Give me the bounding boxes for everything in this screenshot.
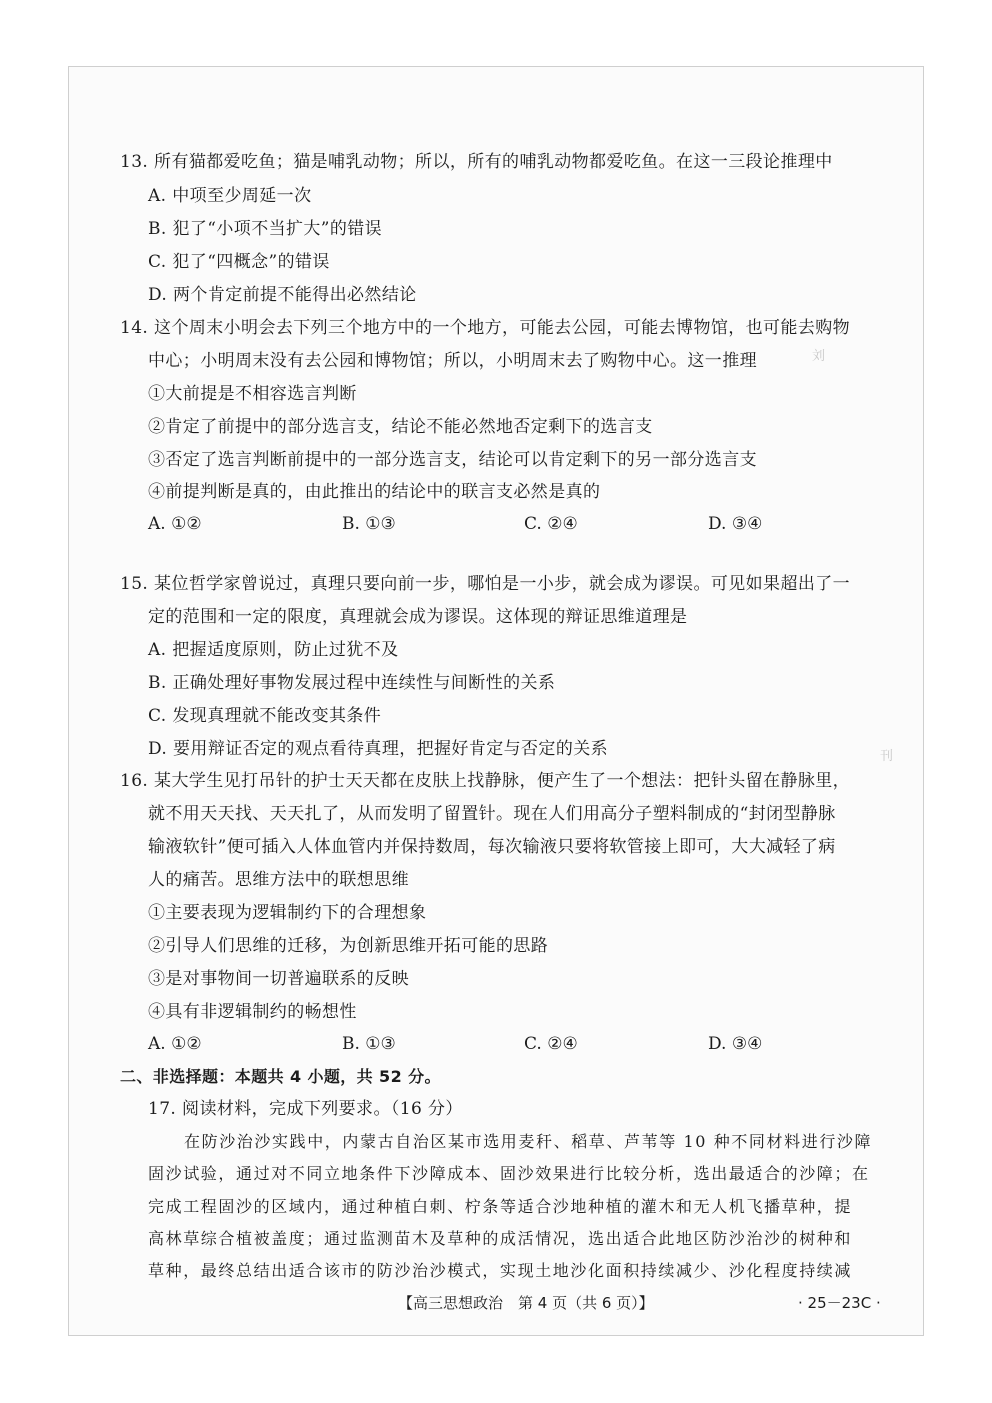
q16-statement-2: ②引导人们思维的迁移，为创新思维开拓可能的思路 [148, 936, 549, 956]
q15-option-d: D. 要用辩证否定的观点看待真理，把握好肯定与否定的关系 [148, 739, 609, 759]
section-heading: 二、非选择题：本题共 4 小题，共 52 分。 [120, 1067, 441, 1086]
q17-passage-line-1: 在防沙治沙实践中，内蒙古自治区某市选用麦秆、稻草、芦苇等 10 种不同材料进行沙障 [184, 1132, 873, 1151]
q16-statement-4: ④具有非逻辑制约的畅想性 [148, 1002, 357, 1022]
q13-stem: 13. 所有猫都爱吃鱼；猫是哺乳动物；所以，所有的哺乳动物都爱吃鱼。在这一三段论推理中 [120, 152, 833, 172]
q14-statement-1: ①大前提是不相容选言判断 [148, 384, 357, 404]
q13-option-d: D. 两个肯定前提不能得出必然结论 [148, 285, 417, 305]
q16-choice-c: C. ②④ [524, 1034, 578, 1054]
q15-option-c: C. 发现真理就不能改变其条件 [148, 706, 382, 726]
q14-statement-2: ②肯定了前提中的部分选言支，结论不能必然地否定剩下的选言支 [148, 417, 653, 437]
q16-choice-b: B. ①③ [342, 1034, 396, 1054]
q16-choice-d: D. ③④ [708, 1034, 763, 1054]
q15-option-b: B. 正确处理好事物发展过程中连续性与间断性的关系 [148, 673, 556, 693]
q17-passage-line-3: 完成工程固沙的区域内，通过种植白刺、柠条等适合沙地种植的灌木和无人机飞播草种，提 [148, 1197, 853, 1216]
q14-statement-4: ④前提判断是真的，由此推出的结论中的联言支必然是真的 [148, 482, 601, 502]
q16-statement-3: ③是对事物间一切普遍联系的反映 [148, 969, 409, 989]
q17-passage-line-5: 草种，最终总结出适合该市的防沙治沙模式，实现土地沙化面积持续减少、沙化程度持续减 [148, 1261, 853, 1280]
q14-choice-a: A. ①② [148, 514, 202, 534]
show-through-mark: 刊 [880, 749, 894, 764]
q16-choices [148, 1034, 868, 1056]
q14-statement-3: ③否定了选言判断前提中的一部分选言支，结论可以肯定剩下的另一部分选言支 [148, 450, 757, 470]
q16-choice-a: A. ①② [148, 1034, 202, 1054]
q16-stem-line-1: 16. 某大学生见打吊针的护士天天都在皮肤上找静脉，便产生了一个想法：把针头留在静脉里， [120, 771, 851, 791]
q16-statement-1: ①主要表现为逻辑制约下的合理想象 [148, 903, 427, 923]
q16-stem-line-2: 就不用天天找、天天扎了，从而发明了留置针。现在人们用高分子塑料制成的“封闭型静脉 [148, 804, 836, 824]
page-footer [0, 1292, 992, 1316]
q15-stem-line-2: 定的范围和一定的限度，真理就会成为谬误。这体现的辩证思维道理是 [148, 607, 688, 627]
q17-passage-line-4: 高林草综合植被盖度；通过监测苗木及草种的成活情况，选出适合此地区防沙治沙的树种和 [148, 1229, 853, 1248]
q16-stem-line-4: 人的痛苦。思维方法中的联想思维 [148, 870, 409, 890]
q16-stem-line-3: 输液软针”便可插入人体血管内并保持数周，每次输液只要将软管接上即可，大大减轻了病 [148, 837, 836, 857]
footer-page-info: 【高三思想政治 第 4 页（共 6 页）】 [398, 1294, 654, 1312]
q15-option-a: A. 把握适度原则，防止过犹不及 [148, 640, 399, 660]
footer-exam-code: · 25－23C · [798, 1294, 881, 1312]
q14-choice-c: C. ②④ [524, 514, 578, 534]
q14-choice-b: B. ①③ [342, 514, 396, 534]
q14-choices [148, 514, 868, 536]
q14-stem-line-2: 中心；小明周末没有去公园和博物馆；所以，小明周末去了购物中心。这一推理 [148, 351, 757, 371]
q13-option-b: B. 犯了“小项不当扩大”的错误 [148, 219, 383, 239]
q13-option-a: A. 中项至少周延一次 [148, 186, 312, 206]
q14-choice-d: D. ③④ [708, 514, 763, 534]
q17-passage-line-2: 固沙试验，通过对不同立地条件下沙障成本、固沙效果进行比较分析，选出最适合的沙障；在 [148, 1164, 870, 1183]
q17-stem: 17. 阅读材料，完成下列要求。（16 分） [148, 1099, 463, 1119]
q13-option-c: C. 犯了“四概念”的错误 [148, 252, 330, 272]
show-through-mark: 刘 [812, 349, 826, 364]
q15-stem-line-1: 15. 某位哲学家曾说过，真理只要向前一步，哪怕是一小步，就会成为谬误。可见如果超出了一 [120, 574, 851, 594]
q14-stem-line-1: 14. 这个周末小明会去下列三个地方中的一个地方，可能去公园，可能去博物馆，也可能去购物 [120, 318, 851, 338]
